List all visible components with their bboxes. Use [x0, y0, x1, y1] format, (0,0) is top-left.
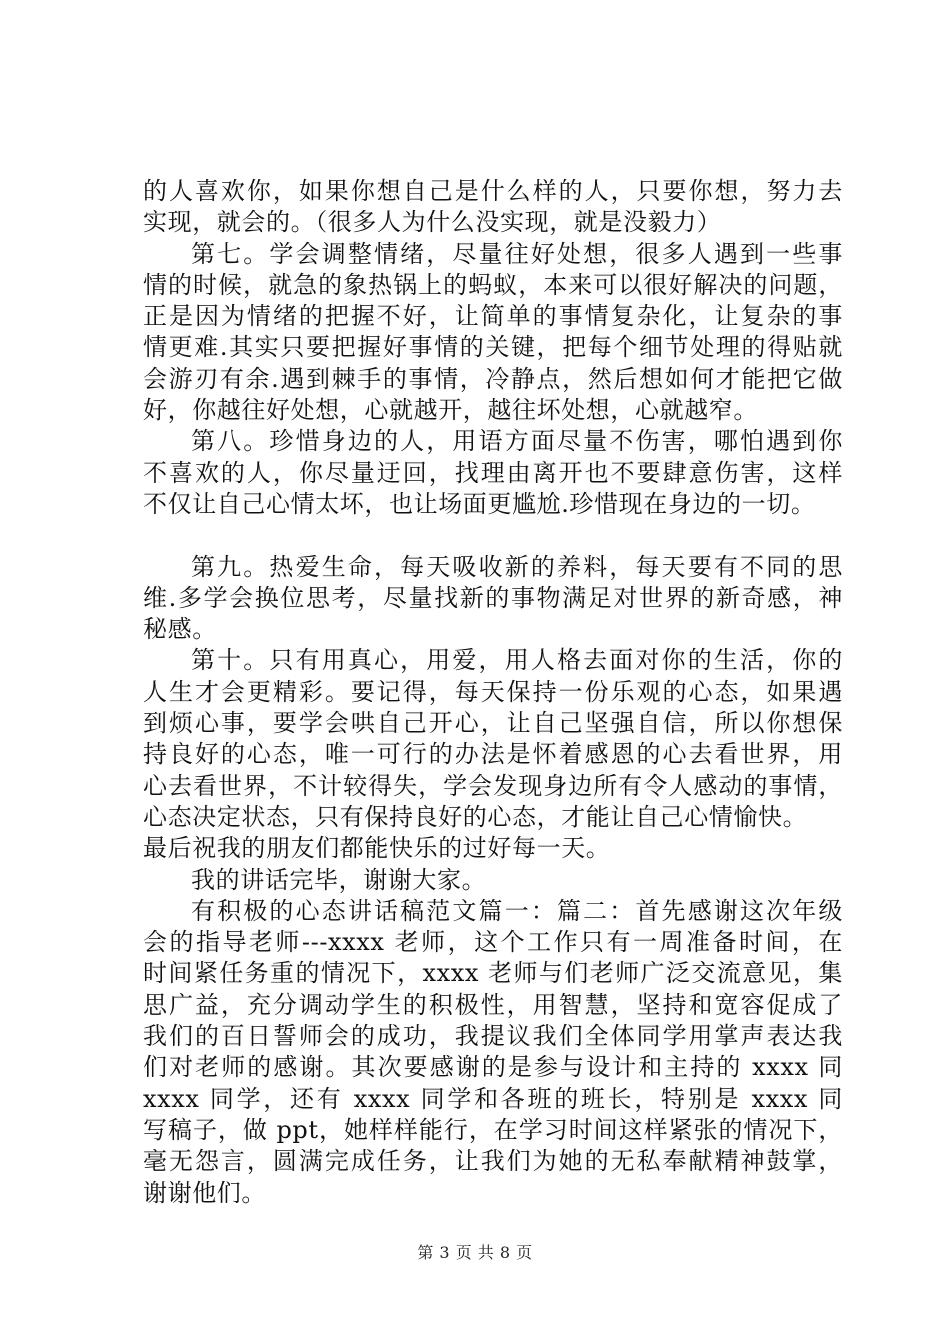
text-line: 心去看世界，不计较得失，学会发现身边所有令人感动的事情， — [143, 771, 843, 800]
text-line: 到烦心事，要学会哄自己开心，让自己坚强自信，所以你想保 — [143, 709, 843, 738]
blank-line — [143, 520, 843, 551]
text-line: 有积极的心态讲话稿范文篇一：篇二：首先感谢这次年级 — [191, 896, 843, 925]
text-line: 的人喜欢你，如果你想自己是什么样的人，只要你想，努力去 — [143, 177, 843, 205]
text-line: 实现，就会的。（很多人为什么没实现，就是没毅力） — [143, 208, 722, 237]
text-line: 不喜欢的人，你尽量迂回，找理由离开也不要肆意伤害，这样 — [143, 458, 843, 487]
text-line: 心态决定状态，只有保持良好的心态，才能让自己心情愉快。 — [143, 802, 808, 831]
text-line: 秘感。 — [143, 615, 217, 644]
text-line: 不仅让自己心情太坏，也让场面更尴尬.珍惜现在身边的一切。 — [143, 489, 816, 518]
text-line: 第七。学会调整情绪，尽量往好处想，很多人遇到一些事 — [191, 239, 843, 268]
text-line: 时间紧任务重的情况下，xxxx 老师与们老师广泛交流意见，集 — [143, 959, 843, 988]
text-line: 会的指导老师---xxxx 老师，这个工作只有一周准备时间，在 — [143, 928, 843, 957]
text-line: xxxx 同学，还有 xxxx 同学和各班的班长，特别是 xxxx 同 — [143, 1084, 843, 1113]
text-line: 写稿子，做 ppt，她样样能行，在学习时间这样紧张的情况下， — [143, 1115, 843, 1144]
text-line: 人生才会更精彩。要记得，每天保持一份乐观的心态，如果遇 — [143, 677, 843, 706]
text-line: 第九。热爱生命，每天吸收新的养料，每天要有不同的思 — [191, 552, 843, 581]
text-line: 正是因为情绪的把握不好，让简单的事情复杂化，让复杂的事 — [143, 302, 843, 331]
text-line: 维.多学会换位思考，尽量找新的事物满足对世界的新奇感，神 — [143, 583, 843, 612]
text-line: 思广益，充分调动学生的积极性，用智慧，坚持和宽容促成了 — [143, 990, 843, 1019]
text-line: 毫无怨言，圆满完成任务，让我们为她的无私奉献精神鼓掌， — [143, 1147, 843, 1176]
text-line: 持良好的心态，唯一可行的办法是怀着感恩的心去看世界，用 — [143, 740, 843, 769]
text-line: 第十。只有用真心，用爱，用人格去面对你的生活，你的 — [191, 646, 843, 675]
text-line: 我们的百日誓师会的成功，我提议我们全体同学用掌声表达我 — [143, 1022, 843, 1051]
text-line: 好，你越往好处想，心就越开，越往坏处想，心就越窄。 — [143, 396, 758, 425]
text-line: 最后祝我的朋友们都能快乐的过好每一天。 — [143, 834, 611, 863]
page-footer: 第 3 页 共 8 页 — [417, 1243, 533, 1262]
document-body — [143, 176, 843, 1209]
text-line: 情更难.其实只要把握好事情的关键，把每个细节处理的得贴就 — [143, 333, 843, 362]
text-line: 我的讲话完毕，谢谢大家。 — [191, 865, 487, 894]
text-line: 会游刃有余.遇到棘手的事情，冷静点，然后想如何才能把它做 — [143, 364, 843, 393]
text-line: 情的时候，就急的象热锅上的蚂蚁，本来可以很好解决的问题， — [143, 270, 843, 299]
text-line: 第八。珍惜身边的人，用语方面尽量不伤害，哪怕遇到你 — [191, 427, 843, 456]
text-line: 谢谢他们。 — [143, 1178, 266, 1207]
text-line: 们对老师的感谢。其次要感谢的是参与设计和主持的 xxxx 同 — [143, 1053, 843, 1082]
